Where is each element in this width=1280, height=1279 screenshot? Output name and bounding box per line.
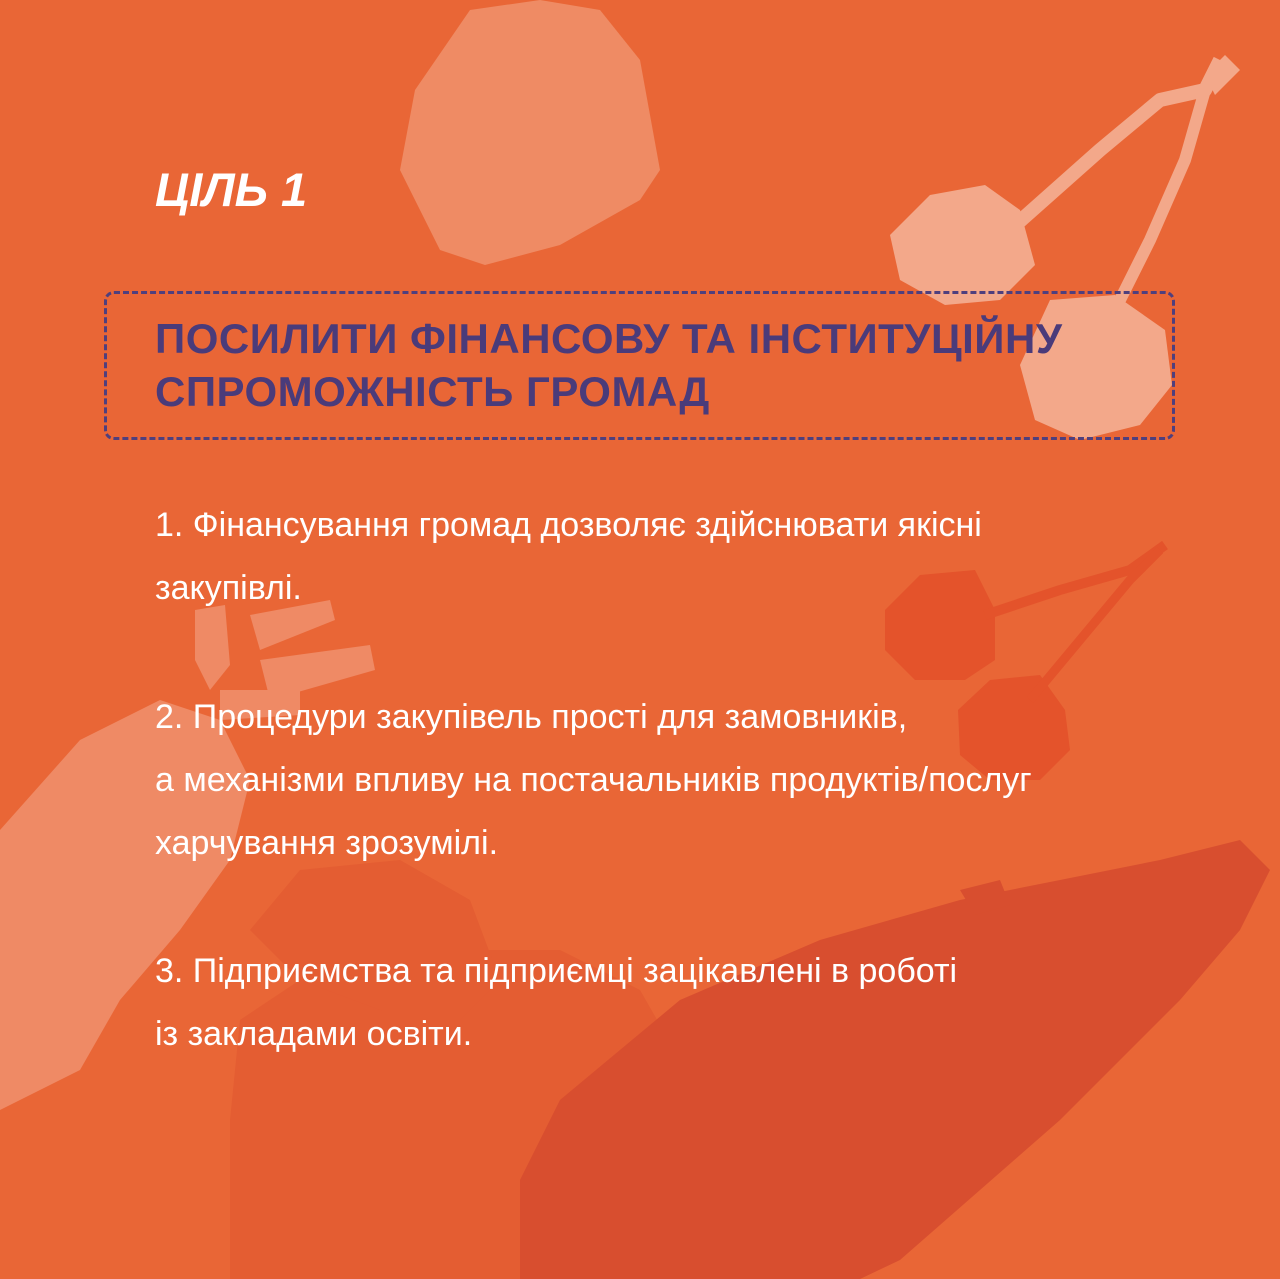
fruit-illustration — [400, 0, 660, 265]
goal-item-line: 3. Підприємства та підприємці зацікавлені в роботі — [155, 952, 958, 990]
goal-item-1 — [155, 494, 982, 620]
goal-number: ЦІЛЬ 1 — [155, 163, 308, 216]
goal-item-line: із закладами освіти. — [155, 1015, 473, 1053]
goal-title — [155, 312, 1165, 418]
goal-item-line: закупівлі. — [155, 569, 302, 607]
goal-item-line: харчування зрозумілі. — [155, 824, 499, 862]
goal-item-line: 1. Фінансування громад дозволяє здійснювати якісні — [155, 506, 982, 544]
goal-title-line: ПОСИЛИТИ ФІНАНСОВУ ТА ІНСТИТУЦІЙНУ — [155, 315, 1063, 362]
goal-item-2 — [155, 686, 1032, 875]
goal-title-line: СПРОМОЖНІСТЬ ГРОМАД — [155, 368, 710, 415]
goal-item-3 — [155, 940, 957, 1066]
goal-item-line: а механізми впливу на постачальників продуктів/послуг — [155, 761, 1032, 799]
goal-item-line: 2. Процедури закупівель прості для замовників, — [155, 698, 908, 736]
